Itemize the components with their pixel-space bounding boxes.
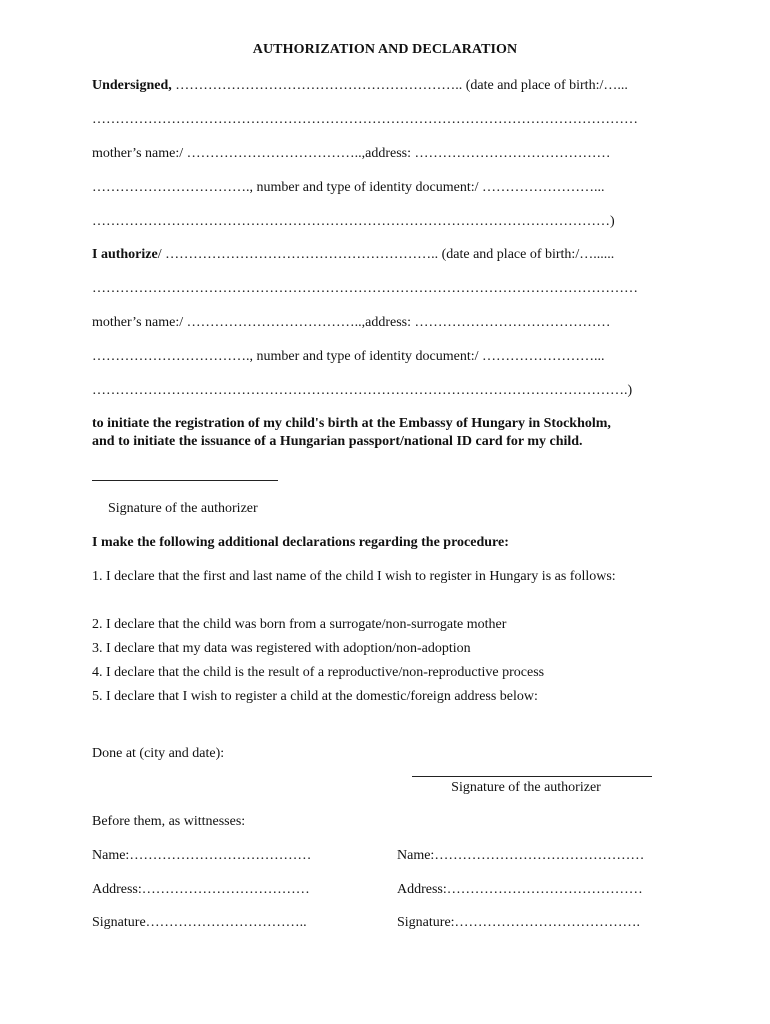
undersigned-identity-document: ……………………………., number and type of identity document:/ ……………………... bbox=[92, 180, 605, 195]
witness-right-name: Name:……………………………………… bbox=[397, 848, 645, 863]
authorize-mother-address: mother’s name:/ ………………………………..,address: …………………………………… bbox=[92, 315, 611, 330]
witnesses-label: Before them, as wittnesses: bbox=[92, 814, 246, 829]
declaration-2: 2. I declare that the child was born from a surrogate/non-surrogate mother bbox=[92, 617, 507, 632]
authorize-label: I authorize bbox=[92, 247, 158, 262]
declaration-3: 3. I declare that my data was registered with adoption/non-adoption bbox=[92, 641, 471, 656]
signature-1-label: Signature of the authorizer bbox=[108, 501, 258, 516]
witness-left-signature: Signature…………………………….. bbox=[92, 915, 307, 930]
purpose-line-2: and to initiate the issuance of a Hungarian passport/national ID card for my child. bbox=[92, 434, 583, 449]
declaration-5: 5. I declare that I wish to register a child at the domestic/foreign address below: bbox=[92, 689, 538, 704]
witness-left-address: Address:……………………………… bbox=[92, 882, 310, 897]
signature-line-2 bbox=[412, 776, 652, 777]
undersigned-birth-field: …………………………………………………….. (date and place of birth:/…... bbox=[171, 78, 628, 93]
done-at-label: Done at (city and date): bbox=[92, 746, 225, 761]
signature-line-1 bbox=[92, 480, 278, 481]
undersigned-mother-address: mother’s name:/ ………………………………..,address: …………………………………… bbox=[92, 146, 611, 161]
undersigned-line-5: …………………………………………………………………………………………………) bbox=[92, 214, 615, 229]
authorize-line-1 bbox=[92, 246, 614, 264]
declaration-1: 1. I declare that the first and last name of the child I wish to register in Hungary is as follows: bbox=[92, 569, 616, 584]
authorize-line-2: ……………………………………………………………………………………………………… bbox=[92, 281, 638, 296]
authorize-line-5: …………………………………………………………………………………………………….) bbox=[92, 383, 633, 398]
witness-right-address: Address:…………………………………… bbox=[397, 882, 643, 897]
purpose-line-1: to initiate the registration of my child's birth at the Embassy of Hungary in Stockholm, bbox=[92, 416, 611, 431]
undersigned-line-1 bbox=[92, 77, 628, 95]
signature-2-label: Signature of the authorizer bbox=[451, 780, 601, 795]
witness-left-name: Name:………………………………… bbox=[92, 848, 312, 863]
undersigned-label: Undersigned, bbox=[92, 78, 172, 93]
witness-right-signature: Signature:…………………………………. bbox=[397, 915, 641, 930]
authorize-birth-field: / ………………………………………………….. (date and place of birth:/…...... bbox=[157, 247, 615, 262]
undersigned-line-2: ……………………………………………………………………………………………………… bbox=[92, 112, 638, 127]
document-title: AUTHORIZATION AND DECLARATION bbox=[252, 42, 518, 57]
declaration-4: 4. I declare that the child is the result of a reproductive/non-reproductive process bbox=[92, 665, 545, 680]
authorize-identity-document: ……………………………., number and type of identity document:/ ……………………... bbox=[92, 349, 605, 364]
declarations-heading: I make the following additional declarations regarding the procedure: bbox=[92, 535, 509, 550]
